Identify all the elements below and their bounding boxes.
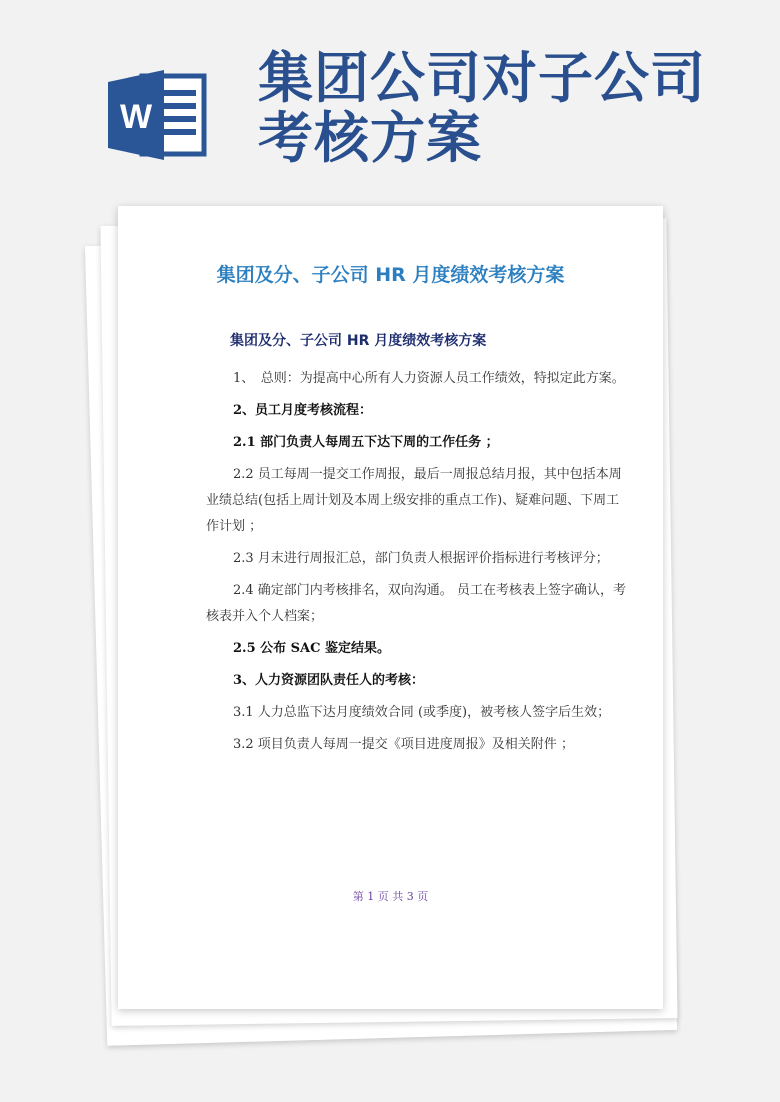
paragraph-general: 1、 总则：为提高中心所有人力资源人员工作绩效，特拟定此方案。 (233, 371, 625, 386)
section-heading: 2、员工月度考核流程： (233, 403, 373, 418)
document-heading: 集团及分、子公司 HR 月度绩效考核方案 (216, 264, 565, 286)
document-body (206, 366, 626, 764)
document-subheading: 集团及分、子公司 HR 月度绩效考核方案 (230, 333, 487, 349)
section-heading: 3、人力资源团队责任人的考核： (233, 673, 425, 688)
paragraph-item: 2.1 部门负责人每周五下达下周的工作任务 ； (233, 435, 499, 450)
paragraph-item: 3.2 项目负责人每周一提交《项目进度周报》及相关附件 ； (233, 737, 574, 752)
paragraph-item: 2.4 确定部门内考核排名，双向沟通。 员工在考核表上签字确认，考核表并入个人档案； (206, 583, 626, 624)
page-number: 第 1 页 共 3 页 (352, 890, 429, 903)
paragraph-item: 3.1 人力总监下达月度绩效合同 (或季度)，被考核人签字后生效； (233, 705, 611, 720)
logo-letter: W (119, 98, 153, 136)
document-page (118, 206, 663, 1009)
paragraph-item: 2.2 员工每周一提交工作周报，最后一周报总结月报，其中包括本周业绩总结(包括上周计划及本周上级安排的重点工作)、疑难问题、下周工作计划 ； (206, 467, 622, 534)
main-title-line-1: 集团公司对子公司 (258, 46, 707, 110)
header-banner (0, 0, 780, 200)
main-title (258, 48, 758, 168)
paragraph-item: 2.3 月末进行周报汇总，部门负责人根据评价指标进行考核评分； (233, 551, 609, 566)
paragraph-item: 2.5 公布 SAC 鉴定结果。 (233, 641, 391, 656)
main-title-line-2: 考核方案 (258, 106, 483, 170)
word-icon (108, 70, 212, 160)
